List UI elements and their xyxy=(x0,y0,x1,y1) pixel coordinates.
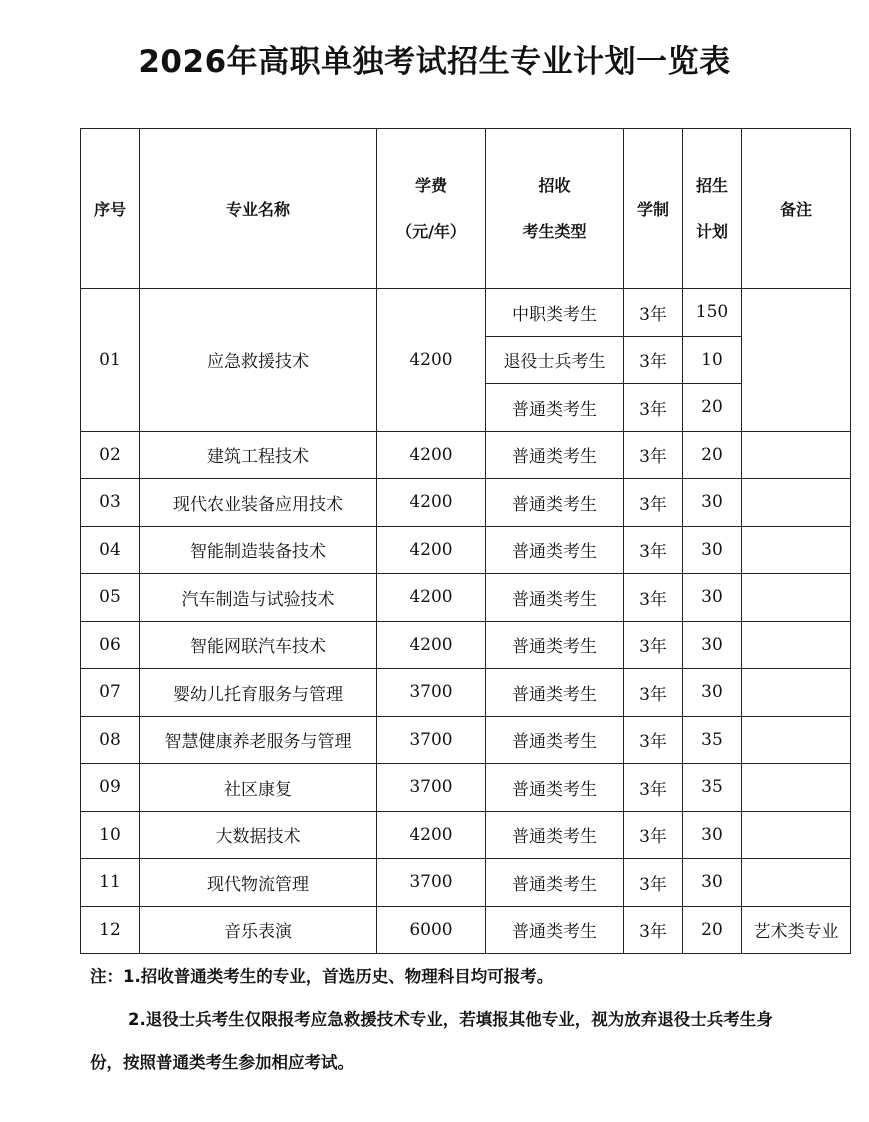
cell-candidate-type: 普通类考生 xyxy=(486,811,624,859)
enrollment-plan-table xyxy=(80,128,851,954)
cell-candidate-type: 普通类考生 xyxy=(486,859,624,907)
table-row xyxy=(81,716,851,764)
cell-major: 大数据技术 xyxy=(140,811,377,859)
cell-candidate-type: 普通类考生 xyxy=(486,906,624,954)
cell-fee: 3700 xyxy=(377,859,486,907)
cell-duration: 3年 xyxy=(624,384,683,432)
cell-fee: 4200 xyxy=(377,621,486,669)
cell-major: 现代物流管理 xyxy=(140,859,377,907)
cell-remark xyxy=(742,764,851,812)
table-header-row xyxy=(81,129,851,289)
cell-fee: 6000 xyxy=(377,906,486,954)
cell-remark xyxy=(742,574,851,622)
header-plan-line2: 计划 xyxy=(695,221,728,241)
page-title: 2026年高职单独考试招生专业计划一览表 xyxy=(138,44,731,80)
cell-duration: 3年 xyxy=(624,574,683,622)
cell-remark xyxy=(742,526,851,574)
cell-candidate-type: 中职类考生 xyxy=(486,289,624,337)
cell-fee: 4200 xyxy=(377,289,486,432)
cell-major: 智能制造装备技术 xyxy=(140,526,377,574)
cell-plan: 30 xyxy=(683,811,742,859)
cell-index: 05 xyxy=(81,574,140,622)
cell-major: 社区康复 xyxy=(140,764,377,812)
cell-major: 现代农业装备应用技术 xyxy=(140,479,377,527)
cell-plan: 10 xyxy=(683,336,742,384)
cell-candidate-type: 普通类考生 xyxy=(486,764,624,812)
cell-major: 汽车制造与试验技术 xyxy=(140,574,377,622)
cell-duration: 3年 xyxy=(624,811,683,859)
cell-index: 03 xyxy=(81,479,140,527)
cell-index: 02 xyxy=(81,431,140,479)
cell-major: 应急救援技术 xyxy=(140,289,377,432)
header-plan xyxy=(683,129,742,289)
cell-index: 12 xyxy=(81,906,140,954)
cell-candidate-type: 普通类考生 xyxy=(486,621,624,669)
cell-plan: 35 xyxy=(683,716,742,764)
cell-duration: 3年 xyxy=(624,764,683,812)
cell-remark xyxy=(742,621,851,669)
cell-candidate-type: 退役士兵考生 xyxy=(486,336,624,384)
cell-duration: 3年 xyxy=(624,716,683,764)
cell-duration: 3年 xyxy=(624,336,683,384)
header-type-line2: 考生类型 xyxy=(522,221,587,241)
cell-duration: 3年 xyxy=(624,621,683,669)
table-row xyxy=(81,621,851,669)
cell-plan: 20 xyxy=(683,384,742,432)
cell-duration: 3年 xyxy=(624,479,683,527)
cell-fee: 4200 xyxy=(377,431,486,479)
cell-index: 09 xyxy=(81,764,140,812)
header-plan-line1: 招生 xyxy=(695,175,728,195)
cell-candidate-type: 普通类考生 xyxy=(486,574,624,622)
cell-major: 建筑工程技术 xyxy=(140,431,377,479)
header-fee-line2: （元/年） xyxy=(396,221,466,241)
header-index: 序号 xyxy=(81,129,140,289)
notes xyxy=(90,955,790,1084)
cell-plan: 30 xyxy=(683,479,742,527)
cell-remark: 艺术类专业 xyxy=(742,906,851,954)
cell-remark xyxy=(742,431,851,479)
table-row xyxy=(81,764,851,812)
cell-plan: 30 xyxy=(683,621,742,669)
cell-plan: 30 xyxy=(683,574,742,622)
cell-duration: 3年 xyxy=(624,859,683,907)
cell-remark xyxy=(742,669,851,717)
header-remark: 备注 xyxy=(742,129,851,289)
cell-index: 07 xyxy=(81,669,140,717)
header-candidate-type xyxy=(486,129,624,289)
cell-duration: 3年 xyxy=(624,526,683,574)
cell-remark xyxy=(742,289,851,432)
cell-duration: 3年 xyxy=(624,669,683,717)
table-row xyxy=(81,811,851,859)
header-type-line1: 招收 xyxy=(538,175,571,195)
cell-index: 11 xyxy=(81,859,140,907)
cell-candidate-type: 普通类考生 xyxy=(486,669,624,717)
cell-remark xyxy=(742,716,851,764)
header-fee-line1: 学费 xyxy=(414,175,447,195)
cell-plan: 35 xyxy=(683,764,742,812)
table-body xyxy=(81,431,851,954)
cell-major: 智慧健康养老服务与管理 xyxy=(140,716,377,764)
cell-duration: 3年 xyxy=(624,289,683,337)
cell-plan: 30 xyxy=(683,669,742,717)
cell-fee: 3700 xyxy=(377,764,486,812)
cell-candidate-type: 普通类考生 xyxy=(486,431,624,479)
table-row xyxy=(81,669,851,717)
header-fee xyxy=(377,129,486,289)
cell-index: 01 xyxy=(81,289,140,432)
cell-duration: 3年 xyxy=(624,906,683,954)
cell-major: 婴幼儿托育服务与管理 xyxy=(140,669,377,717)
table-row xyxy=(81,479,851,527)
header-duration: 学制 xyxy=(624,129,683,289)
note-2: 2.退役士兵考生仅限报考应急救援技术专业，若填报其他专业，视为放弃退役士兵考生身份，按照普通类考生参加相应考试。 xyxy=(90,1010,773,1072)
cell-plan: 30 xyxy=(683,526,742,574)
table-row xyxy=(81,574,851,622)
cell-index: 10 xyxy=(81,811,140,859)
cell-fee: 3700 xyxy=(377,716,486,764)
cell-candidate-type: 普通类考生 xyxy=(486,479,624,527)
cell-fee: 4200 xyxy=(377,526,486,574)
cell-index: 04 xyxy=(81,526,140,574)
cell-candidate-type: 普通类考生 xyxy=(486,716,624,764)
cell-candidate-type: 普通类考生 xyxy=(486,384,624,432)
table-row xyxy=(81,431,851,479)
cell-fee: 4200 xyxy=(377,479,486,527)
cell-index: 06 xyxy=(81,621,140,669)
cell-fee: 4200 xyxy=(377,811,486,859)
table-row xyxy=(81,859,851,907)
cell-major: 音乐表演 xyxy=(140,906,377,954)
cell-plan: 30 xyxy=(683,859,742,907)
cell-fee: 3700 xyxy=(377,669,486,717)
note-1: 注：1.招收普通类考生的专业，首选历史、物理科目均可报考。 xyxy=(90,967,554,986)
cell-index: 08 xyxy=(81,716,140,764)
cell-remark xyxy=(742,811,851,859)
cell-fee: 4200 xyxy=(377,574,486,622)
cell-major: 智能网联汽车技术 xyxy=(140,621,377,669)
table-row xyxy=(81,289,851,337)
cell-plan: 20 xyxy=(683,906,742,954)
cell-remark xyxy=(742,859,851,907)
cell-duration: 3年 xyxy=(624,431,683,479)
header-major: 专业名称 xyxy=(140,129,377,289)
cell-remark xyxy=(742,479,851,527)
cell-plan: 20 xyxy=(683,431,742,479)
cell-plan: 150 xyxy=(683,289,742,337)
table-row xyxy=(81,526,851,574)
table-row xyxy=(81,906,851,954)
cell-candidate-type: 普通类考生 xyxy=(486,526,624,574)
